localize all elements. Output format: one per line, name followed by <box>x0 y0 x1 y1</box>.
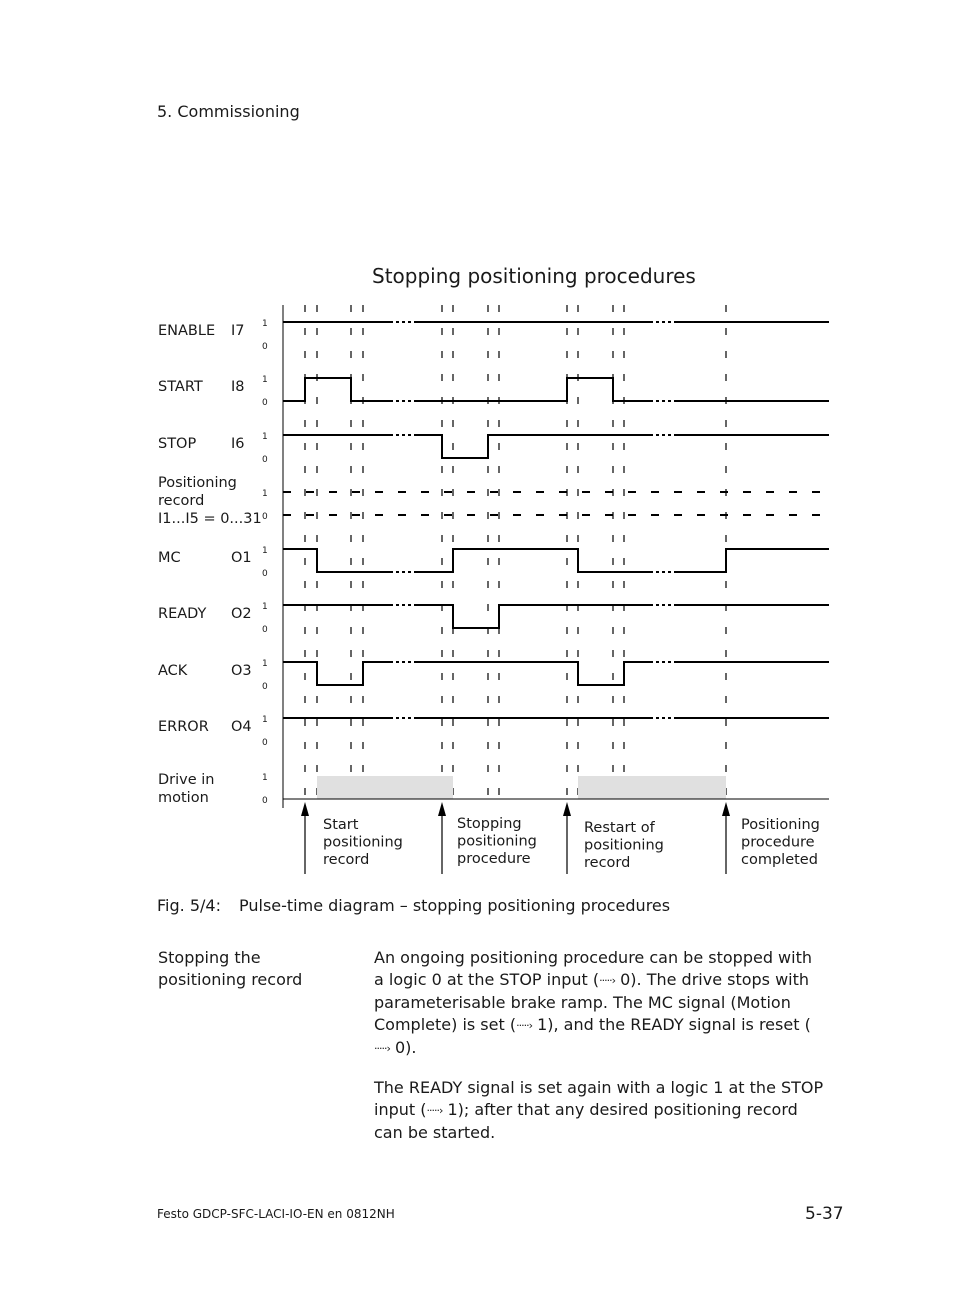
level-label-0: 0 <box>262 569 268 579</box>
figure-caption-text: Pulse-time diagram – stopping positioning procedures <box>239 896 671 915</box>
level-label-0: 0 <box>262 342 268 352</box>
diagram-title: Stopping positioning procedures <box>372 264 696 288</box>
event-label: Restart of <box>584 820 655 836</box>
signal-label: record <box>158 493 205 509</box>
event-label: procedure <box>741 834 815 851</box>
event-label: record <box>584 855 631 871</box>
event-label: record <box>323 852 370 868</box>
signal-waveform <box>283 549 829 572</box>
event-label: Stopping <box>457 816 522 832</box>
level-label-0: 0 <box>262 796 268 806</box>
signal-code: I6 <box>231 436 245 452</box>
signal-waveform <box>283 662 829 685</box>
event-arrowhead <box>301 802 309 816</box>
level-label-1: 1 <box>262 319 268 329</box>
level-label-1: 1 <box>262 602 268 612</box>
motion-area <box>317 776 453 799</box>
para1-text-b: 1), and the READY signal is reset ( <box>531 1015 811 1034</box>
signal-code: O3 <box>231 663 252 679</box>
signal-code: O1 <box>231 550 252 566</box>
level-label-0: 0 <box>262 738 268 748</box>
signal-code: O2 <box>231 606 252 622</box>
motion-area <box>578 776 726 799</box>
paragraph-2 <box>374 1077 824 1144</box>
level-label-1: 1 <box>262 489 268 499</box>
event-label: procedure <box>457 851 531 867</box>
arrow-symbol: ·····› <box>516 1019 532 1032</box>
signal-label: Drive in <box>158 772 215 788</box>
level-label-1: 1 <box>262 659 268 669</box>
para1-text-end: 0). <box>389 1038 417 1057</box>
footer-document-id: Festo GDCP-SFC-LACI-IO-EN en 0812NH <box>157 1207 395 1221</box>
signal-label: READY <box>158 606 207 622</box>
signal-label: MC <box>158 550 181 566</box>
level-label-0: 0 <box>262 682 268 692</box>
level-label-0: 0 <box>262 455 268 465</box>
level-label-0: 0 <box>262 512 268 522</box>
level-label-0: 0 <box>262 398 268 408</box>
para1-text-a: 0). The drive stops with parameterisable brake ramp. The MC signal (Motion Complete) is set ( <box>374 970 810 1034</box>
level-label-1: 1 <box>262 375 268 385</box>
para2-text-start: The READY signal is set again with a logic 1 at the STOP input ( <box>374 1078 824 1119</box>
arrow-symbol: ·····› <box>599 974 616 987</box>
signal-label: START <box>158 379 203 395</box>
section-header: 5. Commissioning <box>157 102 300 121</box>
signal-code: I7 <box>231 323 245 339</box>
arrow-symbol: ·····› <box>426 1104 443 1117</box>
signal-label: motion <box>158 790 209 806</box>
event-label: positioning <box>457 833 537 850</box>
event-label: Positioning <box>741 817 820 833</box>
body-text <box>374 947 824 1161</box>
level-label-1: 1 <box>262 773 268 783</box>
figure-caption <box>157 896 670 915</box>
margin-heading: Stopping the positioning record <box>158 948 303 989</box>
signal-label: ERROR <box>158 719 209 735</box>
event-label: Start <box>323 817 359 833</box>
event-label: completed <box>741 852 818 868</box>
level-label-1: 1 <box>262 546 268 556</box>
signal-waveform <box>283 605 829 628</box>
level-label-1: 1 <box>262 432 268 442</box>
event-arrowhead <box>722 802 730 816</box>
signal-label: Positioning <box>158 475 237 491</box>
signal-label: ACK <box>158 663 188 679</box>
signal-waveform <box>283 435 829 458</box>
event-label: positioning <box>584 837 664 854</box>
signal-code: I8 <box>231 379 245 395</box>
page-number: 5-37 <box>805 1204 844 1224</box>
event-arrowhead <box>438 802 446 816</box>
para2-text-end: 1); after that any desired positioning record can be started. <box>374 1100 798 1142</box>
event-label: positioning <box>323 834 403 851</box>
arrow-symbol: ·····› <box>374 1042 390 1055</box>
signal-waveform <box>283 378 829 401</box>
signal-label: I1...I5 = 0...31 <box>158 511 262 527</box>
para1-text-start: An ongoing positioning procedure can be stopped with a logic 0 at the STOP input ( <box>374 948 812 989</box>
signal-label: ENABLE <box>158 323 216 339</box>
signal-label: STOP <box>158 436 197 452</box>
figure-number: Fig. 5/4: <box>157 896 221 915</box>
level-label-1: 1 <box>262 715 268 725</box>
event-arrowhead <box>563 802 571 816</box>
paragraph-1 <box>374 947 824 1060</box>
signal-code: O4 <box>231 719 252 735</box>
level-label-0: 0 <box>262 625 268 635</box>
